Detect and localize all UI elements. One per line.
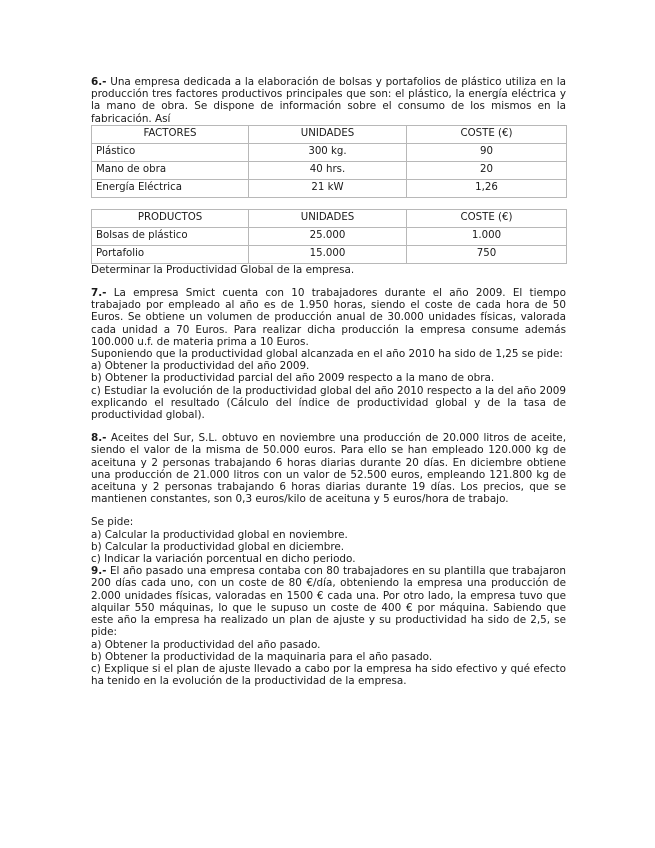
- q6-number: 6.-: [91, 76, 107, 88]
- table-cell: Energía Eléctrica: [92, 179, 249, 197]
- table-cell: 20: [407, 161, 567, 179]
- table-header-cell: PRODUCTOS: [92, 209, 249, 227]
- q7-intro: 7.- La empresa Smict cuenta con 10 trabajadores durante el año 2009. El tiempo trabajado por empleado al año es de 1.950 horas, siendo el coste de cada hora de 50 Euros. Se obtiene un volumen de producción anual de 30.000 unidades físicas, valorada cada unidad a 70 Euros. Para realizar dicha producción la empresa consume además 100.000 u.f. de materia prima a 10 Euros.: [91, 287, 566, 348]
- q6-intro: 6.- Una empresa dedicada a la elaboración de bolsas y portafolios de plástico utiliza en la producción tres factores productivos principales que son: el plástico, la energía eléctrica y la mano de obra. Se dispone de información sobre el consumo de los mismos en la fabricación. Así: [91, 76, 566, 125]
- table-row: [92, 245, 567, 263]
- table-cell: Plástico: [92, 143, 249, 161]
- table-cell: 25.000: [249, 227, 407, 245]
- q6-question: Determinar la Productividad Global de la empresa.: [91, 263, 355, 276]
- q8-item-b: b) Calcular la productividad global en diciembre.: [91, 540, 345, 553]
- spacer: [91, 198, 566, 209]
- table-row: [92, 161, 567, 179]
- table-cell: 21 kW: [249, 179, 407, 197]
- q9-intro: 9.- El año pasado una empresa contaba con 80 trabajadores en su plantilla que trabajaron 200 días cada uno, con un coste de 80 €/día, obteniendo la empresa una producción de 2.000 unidades físicas, valoradas en 1500 € cada una. Por otro lado, la empresa tuvo que alquilar 550 máquinas, lo que le supuso un coste de 400 € por máquina. Sabiendo que este año la empresa ha realizado un plan de ajuste y su productividad ha sido de 2,5, se pide:: [91, 565, 566, 639]
- table-header-cell: UNIDADES: [249, 125, 407, 143]
- table-row: [92, 179, 567, 197]
- table-cell: 750: [407, 245, 567, 263]
- table-cell: Bolsas de plástico: [92, 227, 249, 245]
- q9-item-a: a) Obtener la productividad del año pasado.: [91, 638, 321, 651]
- table-header-cell: FACTORES: [92, 125, 249, 143]
- document-page: [91, 76, 566, 687]
- q8-se-pide: Se pide:: [91, 516, 134, 529]
- q9-item-c: c) Explique si el plan de ajuste llevado a cabo por la empresa ha sido efectivo y qué efecto ha tenido en la evolución de la productividad de la empresa.: [91, 662, 566, 688]
- q8-item-c: c) Indicar la variación porcentual en dicho periodo.: [91, 553, 356, 566]
- table-cell: 1,26: [407, 179, 567, 197]
- q8-number: 8.-: [91, 432, 107, 445]
- q7-item-a: a) Obtener la productividad del año 2009.: [91, 360, 310, 373]
- q7-item-b: b) Obtener la productividad parcial del año 2009 respecto a la mano de obra.: [91, 372, 495, 385]
- table-cell: Mano de obra: [92, 161, 249, 179]
- table-row: [92, 227, 567, 245]
- table-header-cell: UNIDADES: [249, 209, 407, 227]
- q7-context: Suponiendo que la productividad global alcanzada en el año 2010 ha sido de 1,25 se pide:: [91, 348, 563, 361]
- spacer: [91, 276, 566, 287]
- table-cell: 40 hrs.: [249, 161, 407, 179]
- q9-number: 9.-: [91, 565, 107, 578]
- table-cell: 90: [407, 143, 567, 161]
- table-header-row: [92, 125, 567, 143]
- table-cell: 15.000: [249, 245, 407, 263]
- q7-item-c: c) Estudiar la evolución de la productividad global del año 2010 respecto a la del año 2009 explicando el resultado (Cálculo del índice de productividad global y de la tasa de productividad global).: [91, 384, 566, 422]
- q8-item-a: a) Calcular la productividad global en noviembre.: [91, 528, 348, 541]
- spacer: [91, 421, 566, 432]
- factors-table: [91, 125, 567, 198]
- table-cell: 300 kg.: [249, 143, 407, 161]
- spacer: [91, 505, 566, 516]
- table-row: [92, 143, 567, 161]
- table-header-cell: COSTE (€): [407, 209, 567, 227]
- products-table: [91, 209, 567, 264]
- table-header-row: [92, 209, 567, 227]
- table-cell: Portafolio: [92, 245, 249, 263]
- q9-item-b: b) Obtener la productividad de la maquinaria para el año pasado.: [91, 650, 433, 663]
- table-cell: 1.000: [407, 227, 567, 245]
- table-header-cell: COSTE (€): [407, 125, 567, 143]
- q7-number: 7.-: [91, 287, 107, 300]
- q8-intro: 8.- Aceites del Sur, S.L. obtuvo en noviembre una producción de 20.000 litros de aceite, siendo el valor de la misma de 50.000 euros. Para ello se han empleado 120.000 kg de aceituna y 2 personas trabajando 6 horas diarias durante 20 días. En diciembre obtiene una producción de 21.000 litros con un valor de 52.500 euros, empleando 121.800 kg de aceituna y 2 personas trabajando 6 horas diarias durante 19 días. Los precios, que se mantienen constantes, son 0,3 euros/kilo de aceituna y 5 euros/hora de trabajo.: [91, 432, 566, 506]
